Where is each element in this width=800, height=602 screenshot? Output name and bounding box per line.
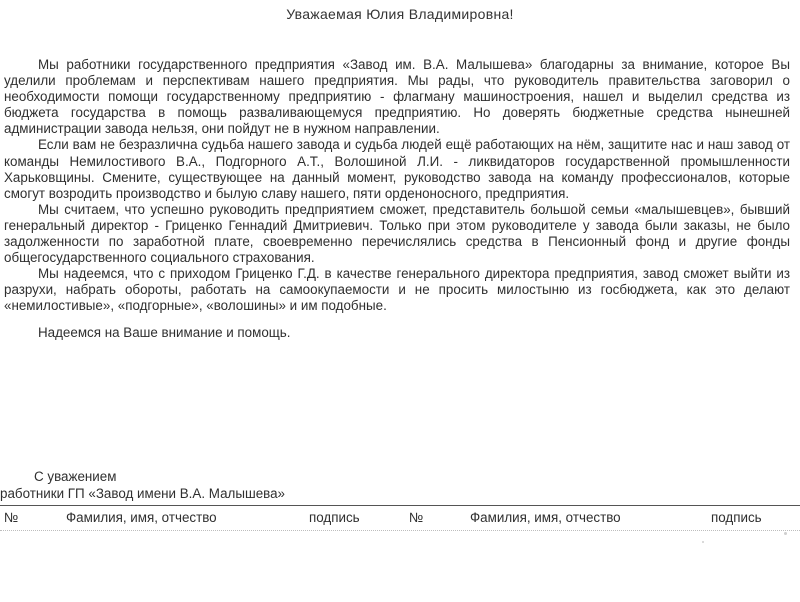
header-full-name-1: Фамилия, имя, отчество xyxy=(66,510,217,525)
header-number-2: № xyxy=(409,510,424,525)
letter-paragraph-2: Если вам не безразлична судьба нашего завода и судьба людей ещё работающих на нём, защитите нас и наш завод от команды Немилостивого В.А., Подгорного А.Т., Волошиной Л.И. - ликвидаторов государственной промышленности Харьковщины. Смените, существующее на данный момент, руководство завода на команду профессионалов, которые смогут возродить производство и былую славу нашего, пяти орденоносного, предприятия. xyxy=(4,137,790,201)
scan-speck xyxy=(784,532,787,535)
letter-signoff xyxy=(0,468,285,502)
scan-speck xyxy=(702,541,704,543)
table-header-rule xyxy=(0,530,800,531)
signature-table-header xyxy=(0,505,800,536)
letter-body xyxy=(4,57,790,341)
header-full-name-2: Фамилия, имя, отчество xyxy=(470,510,621,525)
letter-paragraph-1: Мы работники государственного предприятия «Завод им. В.А. Малышева» благодарны за внимание, которое Вы уделили проблемам и перспективам нашего предприятия. Мы рады, что руководитель правительства заговорил о необходимости помощи государственному предприятию - флагману машиностроения, нашел и выделил средства из бюджета государства в помощь разваливающемуся предприятию. Но доверять бюджетные средства нынешней администрации завода нельзя, они пойдут не в нужном направлении. xyxy=(4,57,790,137)
header-signature-2: подпись xyxy=(711,510,762,525)
header-number-1: № xyxy=(4,510,19,525)
letter-paragraph-4: Мы надеемся, что с приходом Гриценко Г.Д. в качестве генерального директора предприятия, завод сможет выйти из разрухи, набрать обороты, работать на самоокупаемости и не просить милостыню из госбюджета, как это делают «немилостивые», «подгорные», «волошины» и им подобные. xyxy=(4,266,790,314)
letter-signature: работники ГП «Завод имени В.А. Малышева» xyxy=(0,486,286,501)
letter-greeting: Уважаемая Юлия Владимировна! xyxy=(286,6,514,22)
letter-paragraph-3: Мы считаем, что успешно руководить предприятием сможет, представитель большой семьи «малышевцев», бывший генеральный директор - Гриценко Геннадий Дмитриевич. Только при этом руководителе у завода были заказы, не было задолженности по заработной плате, своевременно перечислялись средства в Пенсионный фонд и другие фонды общегосударственного социального страхования. xyxy=(4,201,790,266)
letter-regards: С уважением xyxy=(34,469,117,484)
header-signature-1: подпись xyxy=(309,510,360,525)
letter-closing-line: Надеемся на Ваше внимание и помощь. xyxy=(38,324,291,340)
